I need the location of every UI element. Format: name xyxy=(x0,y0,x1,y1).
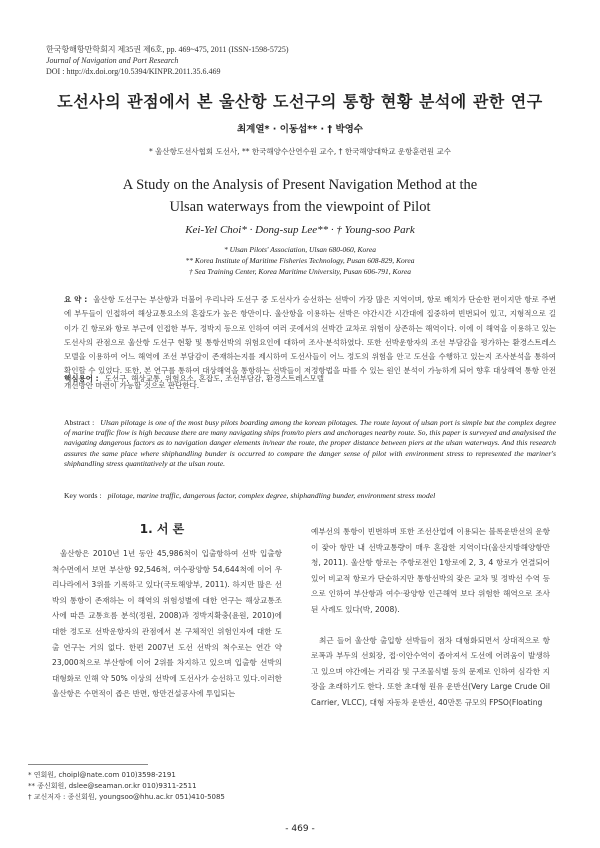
affiliation-1: * Ulsan Pilots' Association, Ulsan 680-060, Korea xyxy=(223,245,377,254)
abstract-english xyxy=(64,418,556,469)
authors-english: Kei-Yel Choi* · Dong-sup Lee** · † Young-soo Park xyxy=(185,224,415,236)
doi-link[interactable]: DOI : http://dx.doi.org/10.5394/KINPR.2011.35.6.469 xyxy=(46,67,221,76)
keywords-english-label: Key words : xyxy=(64,491,102,500)
journal-header xyxy=(46,44,289,77)
abstract-english-text: Ulsan pilotage is one of the most busy pilots boarding among the korean pilotages. The route layout of ulsan port is simple but the complex degree of marine traffic flow is high because there are many navigating ships from/to piers and anchorages nearby route. So, this paper is surveyed and analysised the navigating dangerous factors as to navigation danger elements in/near the route, the proper distance between piers at the ulsan waterways. And this research assures the same place where shiphandling bunder is occurred to compare the danger sense of pilot with environment stress to represented the mariner's shiphandling stress quantitatively at the ulsan route. xyxy=(64,418,556,468)
title-en-line-2: Ulsan waterways from the viewpoint of Pilot xyxy=(169,199,431,215)
keywords-korean-label: 핵심용어 : xyxy=(64,374,99,383)
paper-title-english xyxy=(0,174,600,218)
keywords-korean-text: 도선구, 해상교통, 위험요소, 혼잡도, 조선부담감, 환경스트레스모델 xyxy=(104,374,325,383)
body-right-column xyxy=(311,524,550,711)
footnotes xyxy=(28,770,225,803)
footnote-divider xyxy=(28,764,148,765)
keywords-korean xyxy=(64,373,324,384)
intro-paragraph-continued: 예부선의 통항이 빈번하며 또한 조선산업에 이용되는 블록운반선의 운항이 잦아 항만 내 선박교통량이 매우 혼잡한 지역이다(울산지방해양항만청, 2011). 울산항 항로는 주항로전인 1항로에 2, 3, 4 항로가 연결되어 있어 비교적 항로가 단순하지만 통항선박의 잦은 교차 및 정박선 수역 등으로 인하여 부산항과 여수·광양항 인근해역 보다 위험한 해역으로 조사된 사례도 있다(박, 2008). xyxy=(311,527,550,614)
affiliations-english xyxy=(0,244,600,277)
affiliation-2: ** Korea Institute of Maritime Fisheries Technology, Pusan 608-829, Korea xyxy=(185,256,415,265)
footnote-1: * 연회원, choipl@nate.com 010)3598-2191 xyxy=(28,771,176,779)
abstract-english-label: Abstract : xyxy=(64,418,95,427)
journal-name-en: Journal of Navigation and Port Research xyxy=(46,56,179,65)
footnote-3: † 교신저자 : 종신회원, youngsoo@hhu.ac.kr 051)410-5085 xyxy=(28,793,225,801)
footnote-2: ** 종신회원, dslee@seaman.or.kr 010)9311-2511 xyxy=(28,782,197,790)
abstract-korean-label: 요 약 : xyxy=(64,295,88,304)
affiliation-3: † Sea Training Center, Korea Maritime University, Pusan 606-791, Korea xyxy=(189,267,411,276)
abstract-korean-text: 울산항 도선구는 부산항과 더불어 우리나라 도선구 중 도선사가 승선하는 선박이 가장 많은 지역이며, 항로 배치가 단순한 편이지만 항로 주변에 부두들이 인접하여 해상교통요소의 혼잡도가 높은 항만이다. 울산항을 이용하는 선박은 야간시간 시간대에 집중하여 빈번되어 있고, 지형적으로 길이가 긴 항로와 항로 부근에 인접한 부두, 정박지 등으로 인하여 여러 곳에서의 선박간 교차로 위험이 상존하는 해역이다. 이에 이 해역을 이용하고 있는 도선사의 관점으로 울산항 도선구 현황 및 통항선박의 위험요인에 대하여 조사·분석하였다. 또한 선박운항자의 조선 부담감을 평가하는 환경스트레스 모델을 이용하여 어느 해역에 조선 부담감이 존재하는지를 제시하여 도선사들이 어느 정도의 위험을 안고 도선을 수행하고 있는지 조사분석을 통하여 확인할 수 있었다. 또한, 본 연구를 통하여 대상해역을 통항하는 선박들이 저정항법을 따를 수 있는 원인 분석이 가능하게 되어 향후 대상해역 통항 안전 개선방안 마련이 가능할 것으로 판단한다. xyxy=(64,295,556,390)
page-number: - 469 - xyxy=(285,824,315,834)
title-en-line-1: A Study on the Analysis of Present Navigation Method at the xyxy=(122,177,478,193)
intro-paragraph-1: 울산항은 2010년 1년 동안 45,986척이 입출항하여 선박 입출항 척수면에서 보면 부산항 92,546척, 여수광양항 54,644척에 이어 우리나라에서 3위를 기록하고 있다(국토해양부, 2011). 하지만 많은 선박의 통항이 존재하는 이 해역의 위험성별에 대한 연구는 해상교통조사에 따른 교통흐름 분석(정원, 2008)과 정박지확충(윤원, 2010)에 대한 정도로 선박운항자의 관점에서 본 구체적인 위험인자에 대한 도출 연구는 거의 없다. 한편 2007년 도선 선박의 척수로는 연간 약 23,000척으로 부산항에 이어 2위를 차지하고 있으며 입출항 선박의 대형화로 인해 약 50% 이상의 선박에 도선사가 승선하고 있다.이러한 울산항은 수면적이 좁은 반면, 항만건설공사에 투입되는 xyxy=(52,549,282,699)
keywords-english-text: pilotage, marine traffic, dangerous factor, complex degree, shiphandling bunder, environment stress model xyxy=(107,491,436,500)
affiliations-korean: * 울산항도선사협회 도선사, ** 한국해양수산연수원 교수, † 한국해양대학교 운항훈련원 교수 xyxy=(148,147,452,156)
intro-paragraph-2: 최근 들어 울산항 출입항 선박들이 점차 대형화되면서 상대적으로 항로폭과 부두의 선회장, 접·이안수역이 좁아져서 도선에 어려움이 발생하고 있으며 야간에는 거리감 및 구조물식별 등의 문제로 인하여 심각한 지장을 초래하기도 한다. 또한 초대형 원유 운반선(Very Large Crude Oil Carrier, VLCC), 대형 자동차 운반선, 40만톤 규모의 FPSO(Floating xyxy=(311,635,550,707)
section-heading-introduction: 1. 서 론 xyxy=(139,522,185,536)
keywords-english xyxy=(64,491,435,500)
authors-korean: 최계열* · 이동섭** · † 박영수 xyxy=(236,124,363,135)
paper-title-korean: 도선사의 관점에서 본 울산항 도선구의 통항 현황 분석에 관한 연구 xyxy=(57,92,543,111)
journal-citation: 한국항해항만학회지 제35권 제6호, pp. 469~475, 2011 (ISSN-1598-5725) xyxy=(46,45,289,54)
body-left-column xyxy=(52,546,282,702)
